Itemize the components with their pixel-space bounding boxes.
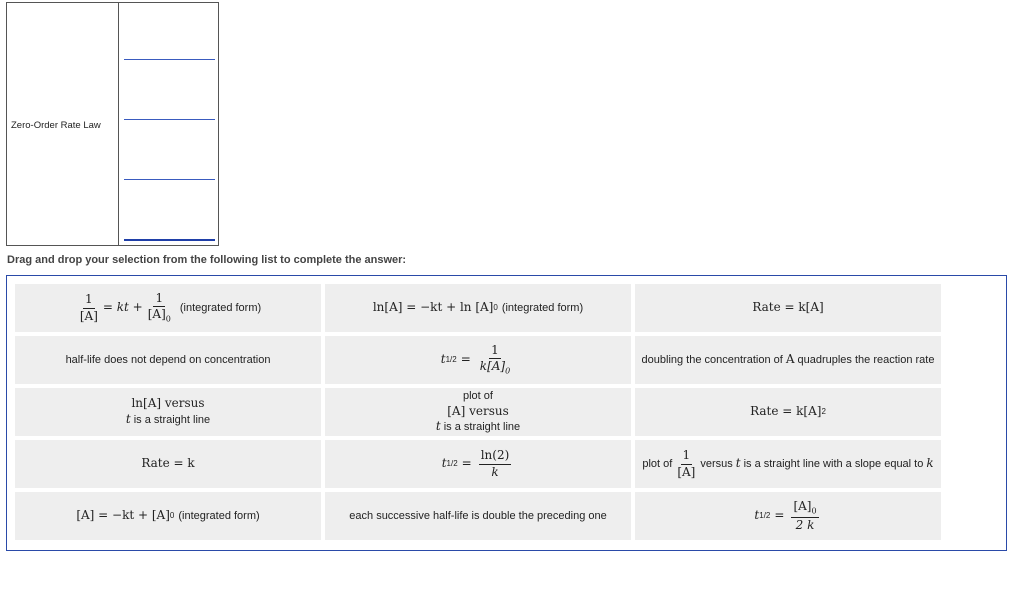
tile-plot-inverse[interactable]: plot of $\frac{1}{[A]}$ versus t is a straight line with a slope equal to k <box>635 440 941 488</box>
tile-rate-second-order[interactable]: Rate = k[A] 2 <box>635 388 941 436</box>
tile-half-life-zero-order[interactable]: t 1/2 = $\frac{[A]_0}{2 k}$ <box>635 492 941 540</box>
tile-plot-a-versus-t[interactable]: plot of [A] versus t is a straight line <box>325 388 631 436</box>
drop-slot-3[interactable] <box>124 179 215 180</box>
tile-integrated-first-order[interactable]: ln[A] = −kt + ln [A] 0 (integrated form) <box>325 284 631 332</box>
tile-doubling-quadruples[interactable]: doubling the concentration of A quadruples the reaction rate <box>635 336 941 384</box>
drop-slot-1[interactable] <box>124 59 215 60</box>
drop-slot-2[interactable] <box>124 119 215 120</box>
tile-rate-first-order[interactable]: Rate = k[A] <box>635 284 941 332</box>
tile-integrated-second-order[interactable]: $\frac{1}{[A]}$ = kt + $\frac{1}{[A]_0}$ (integrated form) <box>15 284 321 332</box>
tile-ln-versus-t[interactable]: ln[A] versus t is a straight line <box>15 388 321 436</box>
row-label-zero-order: Zero-Order Rate Law <box>11 120 101 131</box>
instructions: Drag and drop your selection from the following list to complete the answer: <box>7 254 407 266</box>
tile-half-life-first-order[interactable]: t 1/2 = $\frac{\ln(2)}{k}$ <box>325 440 631 488</box>
table-divider <box>118 3 119 245</box>
drag-source-panel <box>6 275 1007 551</box>
tile-half-life-second-order[interactable]: t 1/2 = $\frac{1}{k[A]_0}$ <box>325 336 631 384</box>
tile-successive-half-life[interactable]: each successive half-life is double the preceding one <box>325 492 631 540</box>
tile-half-life-independent[interactable]: half-life does not depend on concentration <box>15 336 321 384</box>
drop-slot-4[interactable] <box>124 239 215 241</box>
tile-rate-zero-order[interactable]: Rate = k <box>15 440 321 488</box>
tile-integrated-zero-order[interactable]: [A] = −kt + [A] 0 (integrated form) <box>15 492 321 540</box>
answer-table <box>6 2 219 246</box>
